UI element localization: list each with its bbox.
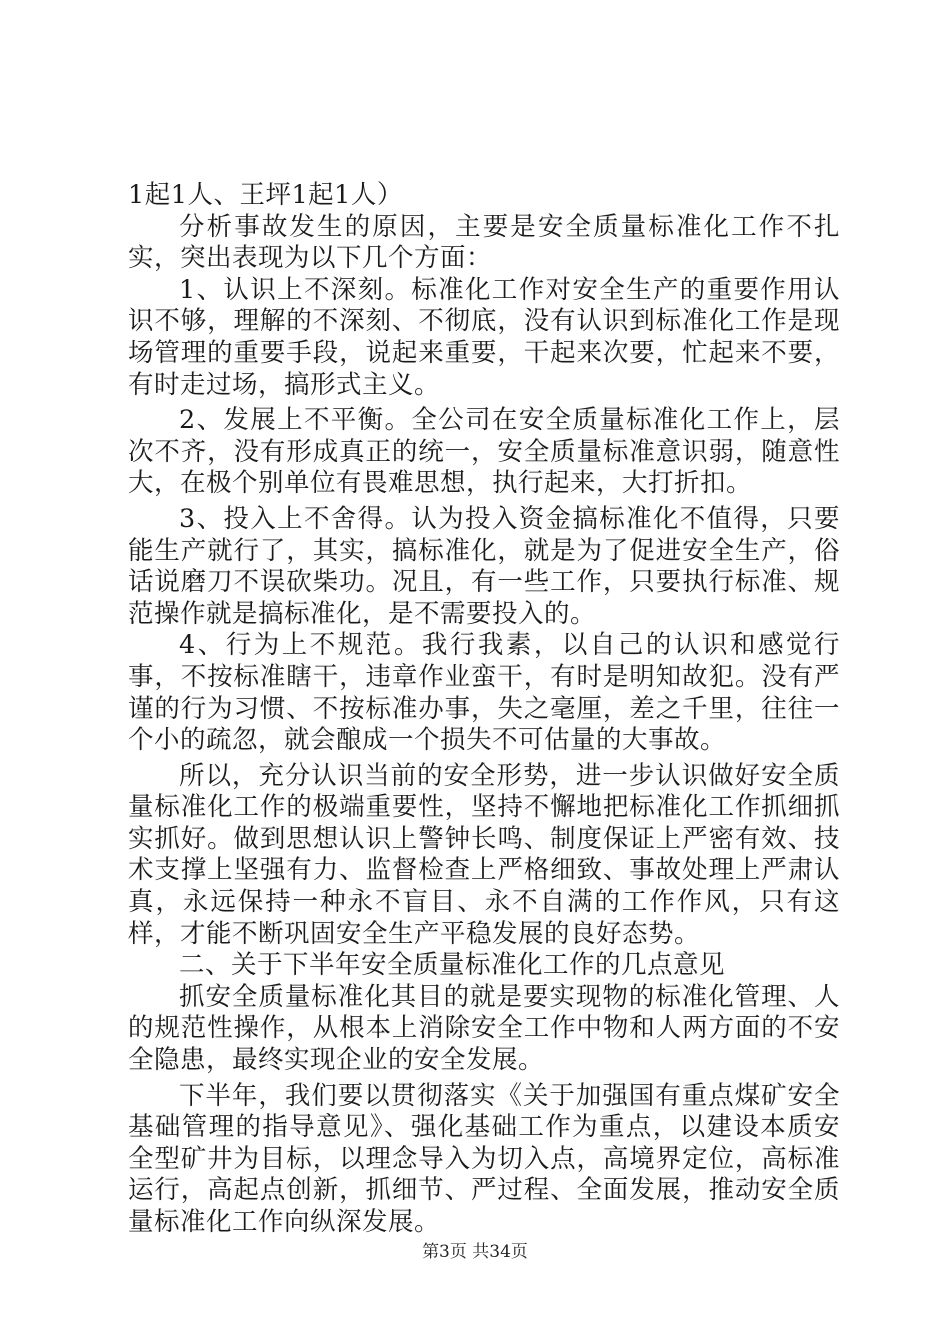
document-body (128, 180, 840, 1239)
paragraph-continuation: 1起1人、王坪1起1人） (128, 180, 403, 210)
paragraph-conclusion: 所以，充分认识当前的安全形势，进一步认识做好安全质量标准化工作的极端重要性，坚持不懈地把标准化工作抓细抓实抓好。做到思想认识上警钟长鸣、制度保证上严密有效、技术支撑上坚强有力、监督检查上严格细致、事故处理上严肃认真，永远保持一种永不盲目、永不自满的工作作风，只有这样，才能不断巩固安全生产平稳发展的良好态势。 (128, 760, 840, 949)
paragraph-purpose: 抓安全质量标准化其目的就是要实现物的标准化管理、人的规范性操作，从根本上消除安全工作中物和人两方面的不安全隐患，最终实现企业的安全发展。 (128, 981, 840, 1076)
section-heading: 二、关于下半年安全质量标准化工作的几点意见 (179, 950, 726, 981)
paragraph-point-4: 4、行为上不规范。我行我素，以自己的认识和感觉行事，不按标准瞎干，违章作业蛮干，有时是明知故犯。没有严谨的行为习惯、不按标准办事，失之毫厘，差之千里，往往一个小的疏忽，就会酿成一个损失不可估量的大事故。 (128, 630, 840, 756)
paragraph-point-1: 1、认识上不深刻。标准化工作对安全生产的重要作用认识不够，理解的不深刻、不彻底，没有认识到标准化工作是现场管理的重要手段，说起来重要，干起来次要，忙起来不要，有时走过场，搞形式主义。 (128, 274, 840, 400)
page-number-footer: 第3页 共34页 (422, 1242, 528, 1262)
paragraph-plan: 下半年，我们要以贯彻落实《关于加强国有重点煤矿安全基础管理的指导意见》、强化基础工作为重点，以建设本质安全型矿井为目标，以理念导入为切入点，高境界定位，高标准运行，高起点创新，抓细节、严过程、全面发展，推动安全质量标准化工作向纵深发展。 (128, 1080, 840, 1237)
paragraph-point-3: 3、投入上不舍得。认为投入资金搞标准化不值得，只要能生产就行了，其实，搞标准化，就是为了促进安全生产，俗话说磨刀不误砍柴功。况且，有一些工作，只要执行标准、规范操作就是搞标准化，是不需要投入的。 (128, 503, 840, 629)
paragraph-point-2: 2、发展上不平衡。全公司在安全质量标准化工作上，层次不齐，没有形成真正的统一，安全质量标准意识弱，随意性大，在极个别单位有畏难思想，执行起来，大打折扣。 (128, 405, 840, 499)
paragraph-intro: 分析事故发生的原因，主要是安全质量标准化工作不扎实，突出表现为以下几个方面： (128, 211, 840, 274)
